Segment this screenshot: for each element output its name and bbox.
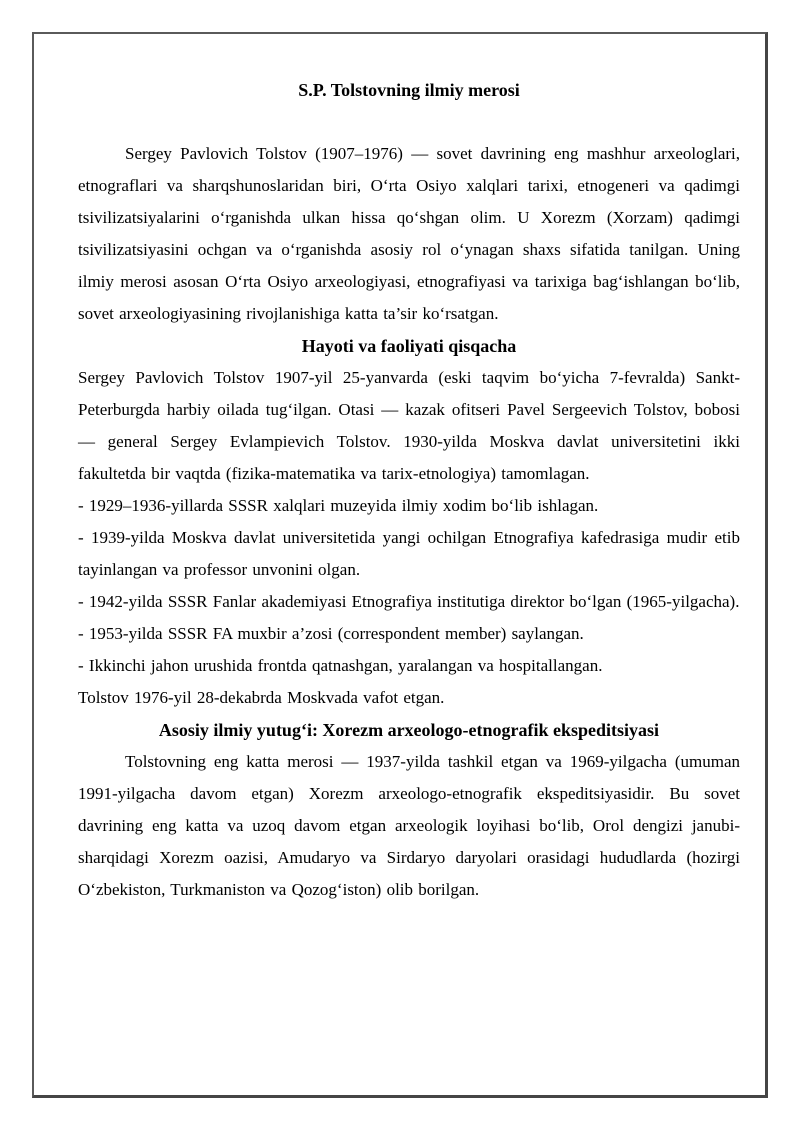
bio-list-item-1: - 1929–1936-yillarda SSSR xalqlari muzeyida ilmiy xodim bo‘lib ishlagan. (78, 496, 599, 515)
bio-list-item-2: - 1939-yilda Moskva davlat universitetida yangi ochilgan Etnografiya kafedrasiga mudir etib tayinlangan va professor unvonini olgan. (78, 528, 740, 579)
bio-death-line: Tolstov 1976-yil 28-dekabrda Moskvada vafot etgan. (78, 688, 445, 707)
document-title: S.P. Tolstovning ilmiy merosi (298, 80, 520, 100)
section-heading-bio: Hayoti va faoliyati qisqacha (301, 336, 517, 356)
intro-paragraph: Sergey Pavlovich Tolstov (1907–1976) — sovet davrining eng mashhur arxeologlari, etnograflari va sharqshunoslaridan biri, O‘rta Osiyo xalqlari tarixi, etnogeneri va qadimgi tsivilizatsiyalarini o‘rganishda ulkan hissa qo‘shgan olim. U Xorezm (Xorzam) qadimgi tsivilizatsiyasini ochgan va o‘rganishda asosiy rol o‘ynagan shaxs sifatida tanilgan. Uning ilmiy merosi asosan O‘rta Osiyo arxeologiyasi, etnografiyasi va tarixiga bag‘ishlangan bo‘lib, sovet arxeologiyasining rivojlanishiga katta ta’sir ko‘rsatgan. (78, 144, 740, 323)
bio-list-item-4: - 1953-yilda SSSR FA muxbir a’zosi (correspondent member) saylangan. (78, 624, 584, 643)
bio-list-item-5: - Ikkinchi jahon urushida frontda qatnashgan, yaralangan va hospitallangan. (78, 656, 603, 675)
expedition-paragraph: Tolstovning eng katta merosi — 1937-yilda tashkil etgan va 1969-yilgacha (umuman 1991-yilgacha davom etgan) Xorezm arxeologo-etnografik ekspeditsiyasidir. Bu sovet davrining eng katta va uzoq davom etgan arxeologik loyihasi bo‘lib, Orol dengizi janubi-sharqidagi Xorezm oazisi, Amudaryo va Sirdaryo daryolari orasidagi hududlarda (hozirgi O‘zbekiston, Turkmaniston va Qozog‘iston) olib borilgan. (78, 752, 740, 899)
bio-list-item-3: - 1942-yilda SSSR Fanlar akademiyasi Etnografiya institutiga direktor bo‘lgan (1965-yilgacha). (78, 592, 740, 611)
document-page (32, 32, 768, 1098)
bio-paragraph: Sergey Pavlovich Tolstov 1907-yil 25-yanvarda (eski taqvim bo‘yicha 7-fevralda) Sankt-Peterburgda harbiy oilada tug‘ilgan. Otasi — kazak ofitseri Pavel Sergeevich Tolstov, bobosi — general Sergey Evlampievich Tolstov. 1930-yilda Moskva davlat universitetini ikki fakultetda bir vaqtda (fizika-matematika va tarix-etnologiya) tamomlagan. (78, 368, 740, 483)
section-heading-expedition: Asosiy ilmiy yutug‘i: Xorezm arxeologo-etnografik ekspeditsiyasi (158, 720, 660, 740)
document-content (34, 34, 765, 906)
